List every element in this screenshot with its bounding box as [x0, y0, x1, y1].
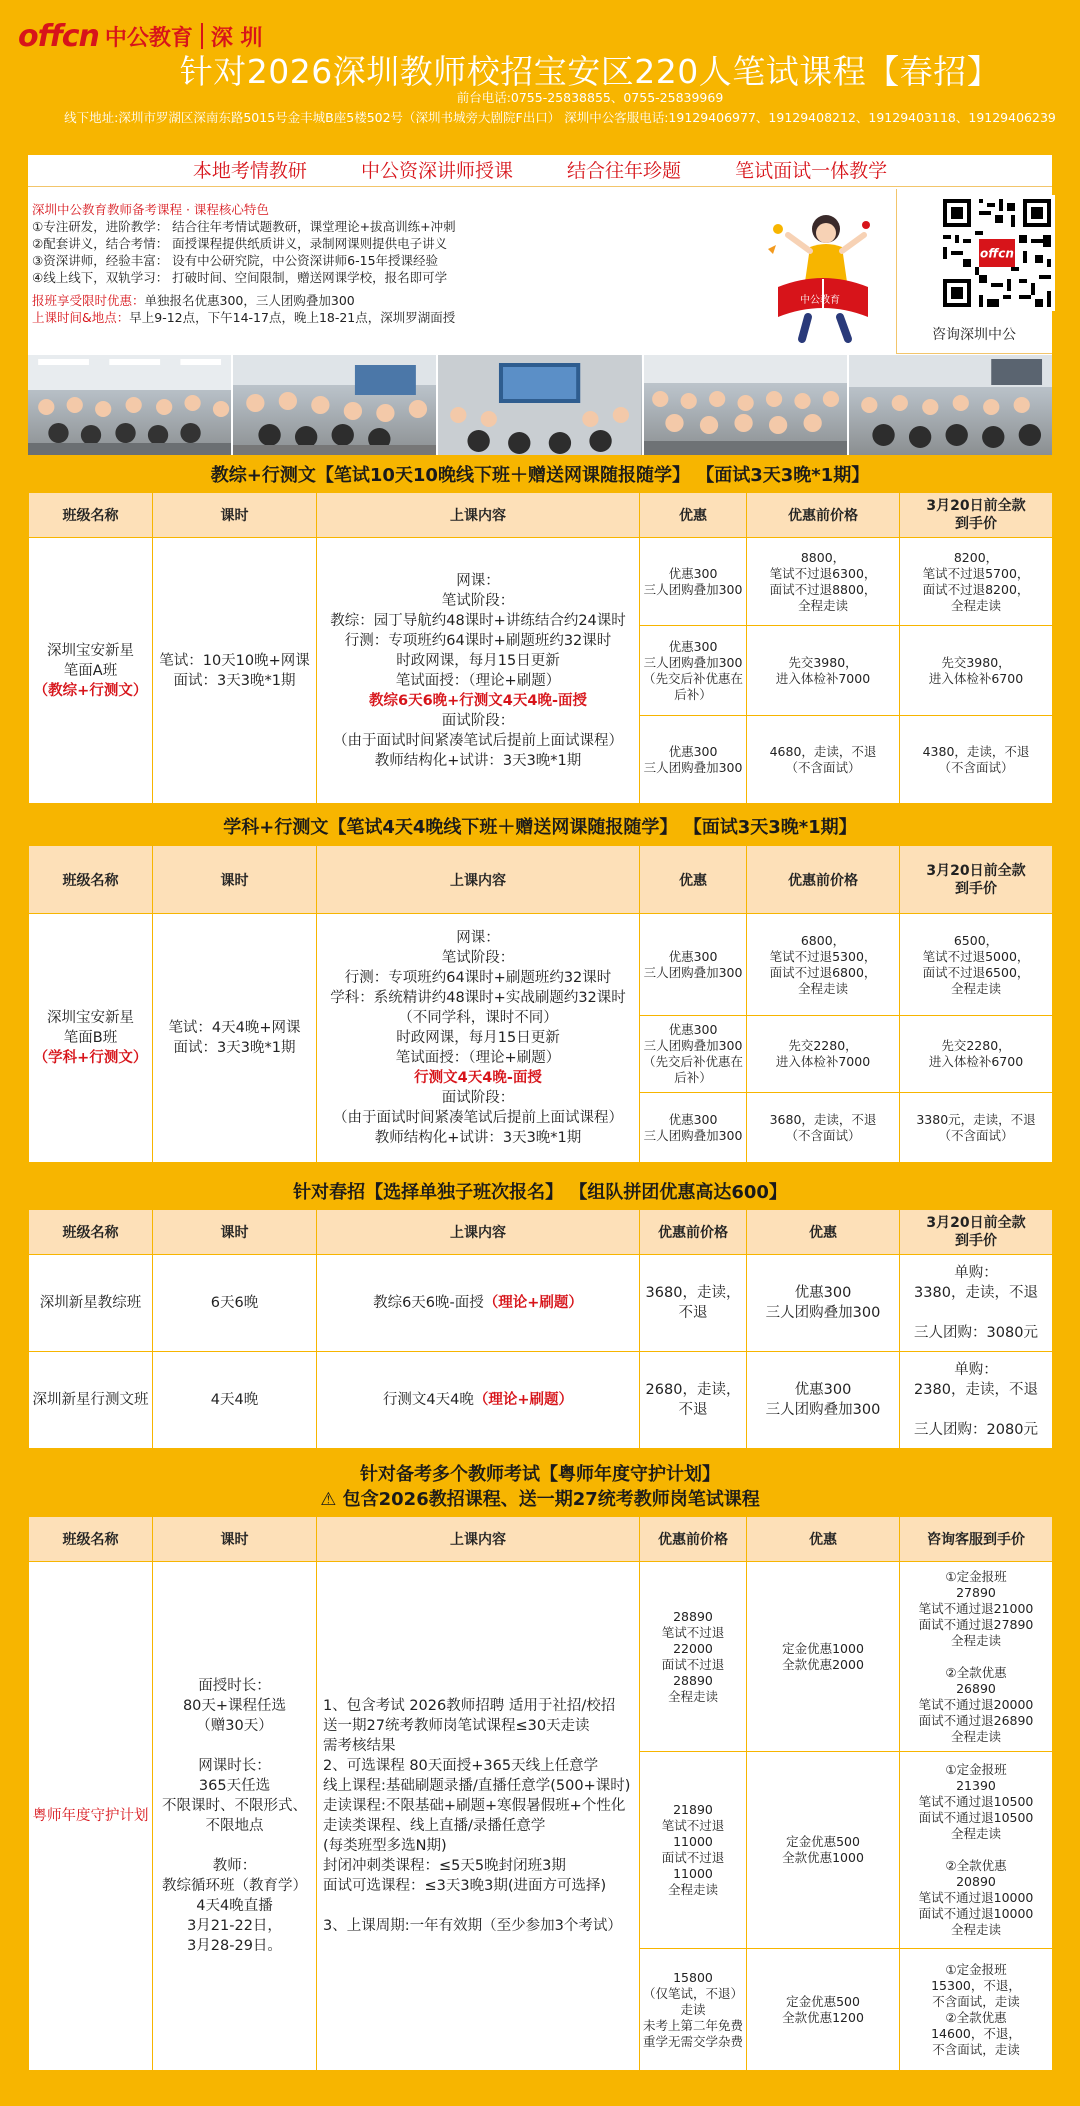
final-price-cell — [900, 1352, 1053, 1449]
student-reading-illustration — [748, 199, 898, 349]
logo-city-text: 深 圳 — [210, 25, 263, 51]
class-name-cell: 深圳新星教综班 — [29, 1255, 153, 1352]
feature-4: ④线上线下，双轨学习： 打破时间、空间限制，赠送网课学校，报名即可学 — [32, 270, 448, 285]
col-header: 课时 — [153, 846, 317, 914]
discount-cell: 定金优惠500 全款优惠1000 — [747, 1752, 900, 1949]
table-section-2 — [28, 845, 1053, 1163]
discount-cell: 定金优惠1000 全款优惠2000 — [747, 1562, 900, 1752]
price-cell: 先交2280， 进入体检补7000 — [747, 1016, 900, 1093]
content-tag: （理论+刷题） — [483, 1295, 583, 1311]
col-header: 课时 — [153, 493, 317, 538]
illustration-book-label: 中公教育 — [800, 295, 840, 306]
content-cell: 1、包含考试 2026教师招聘 适用于社招/校招 送一期27统考教师岗笔试课程≤30天走读 需考核结果 2、可选课程 80天面授+365天线上任意学 线上课程:基础刷题录播/直播任意学(500+课时) 走读课程:不限基础+刷题+寒假暑假班+个性化 走读类课程、线上直播/录播任意学 (每类班型多选N期) 封闭冲刺类课程：≤5天5晚封闭班3期 面试可选课程：≤3天3晚3期(进面方可选择) 3、上课周期:一年有效期（至少参加3个考试） — [317, 1562, 640, 2071]
time-line — [32, 309, 672, 326]
final-price-cell: ①定金报班 15300，不退， 不含面试，走读 ②全款优惠 14600，不退， 不含面试，走读 — [900, 1949, 1053, 2071]
offer-line — [32, 292, 672, 309]
col-header: 咨询客服到手价 — [900, 1517, 1053, 1562]
slogan-2: 中公资深讲师授课 — [360, 160, 513, 182]
col-header: 班级名称 — [29, 493, 153, 538]
col-header: 课时 — [153, 1210, 317, 1255]
col-header: 优惠 — [747, 1210, 900, 1255]
table-header-row — [29, 1210, 1053, 1255]
price-cell: 15800 （仅笔试，不退） 走读 未考上第二年免费 重学无需交学杂费 — [640, 1949, 747, 2071]
hours-cell: 笔试：4天4晚+网课 面试：3天3晚*1期 — [153, 914, 317, 1163]
slogan-3: 结合往年珍题 — [567, 160, 682, 182]
time-label: 上课时间&地点： — [32, 310, 130, 325]
final-group: 三人团购：2080元 — [914, 1422, 1038, 1438]
class-tag: （学科+行测文） — [33, 1050, 148, 1066]
offer-text: 单独报名优惠300，三人团购叠加300 — [144, 293, 355, 308]
col-header: 3月20日前全款 到手价 — [900, 846, 1053, 914]
slogan-1: 本地考情教研 — [192, 160, 307, 182]
discount-cell: 优惠300 三人团购叠加300 — [640, 716, 747, 804]
features-list — [32, 201, 672, 326]
col-header: 优惠前价格 — [640, 1517, 747, 1562]
feature-1: ①专注研发，进阶教学： 结合往年考情试题教研，课堂理论+拔高训练+冲刺 — [32, 219, 456, 234]
content-text: 教综6天6晚-面授 — [373, 1295, 484, 1311]
class-name-cell — [29, 914, 153, 1163]
class-name: 深圳宝安新星 笔面B班 — [47, 1010, 134, 1046]
discount-cell: 优惠300 三人团购叠加300 （先交后补优惠在后补） — [640, 626, 747, 716]
price-cell: 28890 笔试不过退 22000 面试不过退 28890 全程走读 — [640, 1562, 747, 1752]
section-1-title: 教综+行测文【笔试10天10晚线下班＋赠送网课随报随学】 【面试3天3晚*1期】 — [210, 465, 870, 486]
logo-cn-text: 中公教育 — [104, 25, 193, 51]
discount-cell: 优惠300 三人团购叠加300 — [747, 1352, 900, 1449]
col-header: 3月20日前全款 到手价 — [900, 493, 1053, 538]
final-price-cell: 4380，走读，不退 （不含面试） — [900, 716, 1053, 804]
price-cell: 4680，走读，不退 （不含面试） — [747, 716, 900, 804]
table-header-row — [29, 493, 1053, 538]
page-title: 针对2026深圳教师校招宝安区220人笔试课程【春招】 — [179, 52, 1001, 91]
hours-cell: 6天6晚 — [153, 1255, 317, 1352]
col-header: 班级名称 — [29, 846, 153, 914]
col-header: 优惠 — [640, 493, 747, 538]
col-header: 班级名称 — [29, 1210, 153, 1255]
final-price-cell: ①定金报班 21390 笔试不通过退10500 面试不通过退10500 全程走读 ②全款优惠 20890 笔试不通过退10000 面试不通过退10000 全程走读 — [900, 1752, 1053, 1949]
discount-cell: 定金优惠500 全款优惠1200 — [747, 1949, 900, 2071]
section-2-title: 学科+行测文【笔试4天4晚线下班＋赠送网课随报随学】 【面试3天3晚*1期】 — [223, 817, 857, 838]
final-price-cell — [900, 1255, 1053, 1352]
price-cell: 先交3980， 进入体检补7000 — [747, 626, 900, 716]
final-price-cell: 先交3980， 进入体检补6700 — [900, 626, 1053, 716]
content-cell — [317, 914, 640, 1163]
hours-cell: 笔试：10天10晚+网课 面试：3天3晚*1期 — [153, 538, 317, 804]
time-text: 早上9-12点，下午14-17点，晚上18-21点，深圳罗湖面授 — [129, 310, 456, 325]
col-header: 上课内容 — [317, 846, 640, 914]
qr-code-icon[interactable] — [939, 195, 1055, 311]
header — [0, 0, 1080, 150]
content-part-1: 网课： 笔试阶段： 行测：专项班约64课时+刷题班约32课时 学科：系统精讲约48课时+实战刷题约32课时 （不同学科，课时不同） 时政网课，每月15日更新 笔试面授：（理论+刷题） — [330, 930, 626, 1066]
content-part-1: 网课： 笔试阶段： 教综：园丁导航约48课时+讲练结合约24课时 行测：专项班约64课时+刷题班约32课时 时政网课，每月15日更新 笔试面授：（理论+刷题） — [330, 572, 626, 689]
discount-cell: 优惠300 三人团购叠加300 — [640, 538, 747, 626]
section-4-title: 针对备考多个教师考试【粤师年度守护计划】 — [360, 1464, 720, 1485]
features-heading: 深圳中公教育教师备考课程 · 课程核心特色 — [32, 202, 269, 217]
price-cell: 6800， 笔试不过退5300， 面试不过退6800， 全程走读 — [747, 914, 900, 1016]
price-cell: 3680，走读， 不退 — [640, 1255, 747, 1352]
price-cell: 8800， 笔试不过退6300， 面试不过退8800， 全程走读 — [747, 538, 900, 626]
table-row — [29, 1562, 1053, 1752]
final-group: 三人团购：3080元 — [914, 1325, 1038, 1341]
classroom-photo — [849, 355, 1052, 455]
hours-cell: 面授时长： 80天+课程任选 （赠30天） 网课时长： 365天任选 不限课时、不限形式、 不限地点 教师： 教综循环班（教育学） 4天4晚直播 3月21-22日， 3月28-29日。 — [153, 1562, 317, 2071]
col-header: 优惠前价格 — [640, 1210, 747, 1255]
qr-caption: 咨询深圳中公 — [932, 327, 1016, 343]
class-name-cell: 粤师年度守护计划 — [29, 1562, 153, 2071]
final-single: 单购： 2380，走读，不退 — [914, 1362, 1038, 1398]
content-tag: （理论+刷题） — [473, 1392, 574, 1408]
feature-2: ②配套讲义，结合考情： 面授课程提供纸质讲义，录制网课则提供电子讲义 — [32, 236, 448, 251]
col-header: 上课内容 — [317, 493, 640, 538]
discount-cell: 优惠300 三人团购叠加300 — [640, 1093, 747, 1163]
col-header: 上课内容 — [317, 1210, 640, 1255]
class-name: 深圳宝安新星 笔面A班 — [47, 642, 134, 679]
section-3-title: 针对春招【选择单独子班次报名】 【组队拼团优惠高达600】 — [293, 1182, 787, 1203]
classroom-photo — [644, 355, 847, 455]
classroom-photos — [28, 355, 1052, 455]
slogan-4: 笔试面试一体教学 — [735, 160, 888, 182]
classroom-photo — [28, 355, 231, 455]
logo-offcn-text: offcn — [18, 18, 99, 54]
col-header: 课时 — [153, 1517, 317, 1562]
table-section-1 — [28, 492, 1053, 804]
phone-line: 前台电话:0755-25838855、0755-25839969 — [456, 90, 724, 105]
discount-cell: 优惠300 三人团购叠加300 — [747, 1255, 900, 1352]
final-price-cell: ①定金报班 27890 笔试不通过退21000 面试不通过退27890 全程走读 ②全款优惠 26890 笔试不通过退20000 面试不通过退26890 全程走读 — [900, 1562, 1053, 1752]
final-price-cell: 6500， 笔试不过退5000， 面试不过退6500， 全程走读 — [900, 914, 1053, 1016]
intro-card — [28, 155, 1052, 455]
table-row — [29, 1255, 1053, 1352]
final-price-cell: 先交2280， 进入体检补6700 — [900, 1016, 1053, 1093]
classroom-photo — [233, 355, 436, 455]
table-header-row — [29, 1517, 1053, 1562]
feature-3: ③资深讲师，经验丰富： 设有中公研究院，中公资深讲师6-15年授课经验 — [32, 253, 439, 268]
final-single: 单购： 3380，走读，不退 — [914, 1265, 1038, 1301]
slogan-bar — [28, 155, 1052, 187]
col-header: 3月20日前全款 到手价 — [900, 1210, 1053, 1255]
table-section-4 — [28, 1516, 1053, 2071]
price-cell: 21890 笔试不过退11000 面试不过退11000 全程走读 — [640, 1752, 747, 1949]
col-header: 班级名称 — [29, 1517, 153, 1562]
content-part-2: 面试阶段： （由于面试时间紧凑笔试后提前上面试课程） 教师结构化+试讲：3天3晚*1期 — [333, 712, 623, 769]
content-cell — [317, 538, 640, 804]
final-price-cell: 3380元，走读，不退 （不含面试） — [900, 1093, 1053, 1163]
col-header: 上课内容 — [317, 1517, 640, 1562]
content-text: 行测文4天4晚 — [382, 1392, 474, 1408]
col-header: 优惠 — [640, 846, 747, 914]
col-header: 优惠前价格 — [747, 493, 900, 538]
table-row — [29, 1352, 1053, 1449]
table-header-row — [29, 846, 1053, 914]
final-price-cell: 8200， 笔试不过退5700， 面试不过退8200， 全程走读 — [900, 538, 1053, 626]
qr-logo-text: offcn — [980, 246, 1014, 261]
hours-cell: 4天4晚 — [153, 1352, 317, 1449]
content-highlight: 行测文4天4晚-面授 — [414, 1070, 542, 1086]
discount-cell: 优惠300 三人团购叠加300 — [640, 914, 747, 1016]
discount-cell: 优惠300 三人团购叠加300 （先交后补优惠在后补） — [640, 1016, 747, 1093]
class-tag: （教综+行测文） — [33, 682, 148, 699]
content-cell — [317, 1255, 640, 1352]
table-section-3 — [28, 1209, 1053, 1449]
col-header: 优惠 — [747, 1517, 900, 1562]
class-name-cell: 深圳新星行测文班 — [29, 1352, 153, 1449]
col-header: 优惠前价格 — [747, 846, 900, 914]
table-row — [29, 538, 1053, 626]
offer-label: 报班享受限时优惠： — [32, 293, 145, 308]
classroom-photo — [438, 355, 641, 455]
address-line: 线下地址:深圳市罗湖区深南东路5015号金丰城B座5楼502号（深圳书城旁大剧院F出口） 深圳中公客服电话:19129406977、19129408212、19129403118、19129406239 — [64, 110, 1056, 125]
class-name-cell — [29, 538, 153, 804]
price-cell: 3680，走读，不退 （不含面试） — [747, 1093, 900, 1163]
table-row — [29, 914, 1053, 1016]
price-cell: 2680，走读， 不退 — [640, 1352, 747, 1449]
section-4-subtitle: ⚠ 包含2026教招课程、送一期27统考教师岗笔试课程 — [320, 1489, 760, 1510]
content-highlight: 教综6天6晚+行测文4天4晚-面授 — [368, 692, 588, 709]
content-part-2: 面试阶段： （由于面试时间紧凑笔试后提前上面试课程） 教师结构化+试讲：3天3晚*1期 — [333, 1090, 623, 1146]
content-cell — [317, 1352, 640, 1449]
